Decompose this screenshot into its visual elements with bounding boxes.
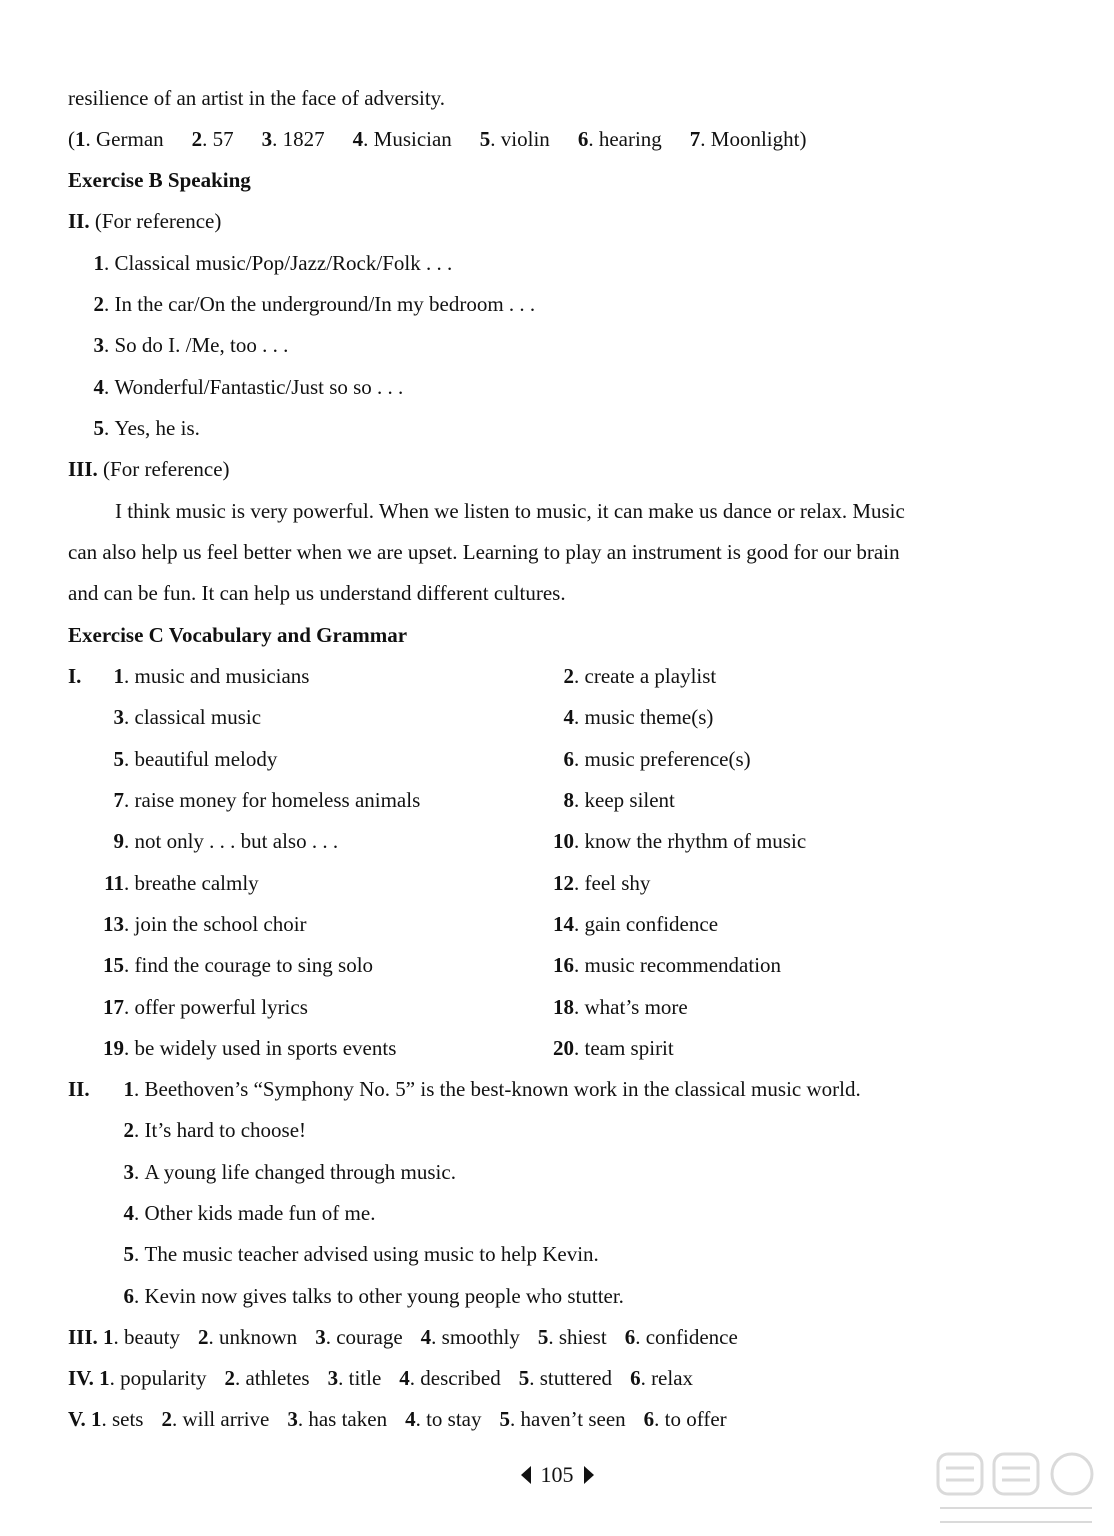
- list-item: 15. find the courage to sing solo: [103, 953, 374, 977]
- list-item: 11. breathe calmly: [104, 871, 259, 895]
- list-item: 3. A young life changed through music.: [123, 1160, 456, 1184]
- list-item: 10. know the rhythm of music: [553, 829, 807, 853]
- list-item: 6. Kevin now gives talks to other young people who stutter.: [123, 1284, 624, 1308]
- list-item: 20. team spirit: [553, 1036, 674, 1060]
- section-iii-label: III. (For reference): [68, 457, 230, 481]
- list-item: 19. be widely used in sports events: [103, 1036, 397, 1060]
- section-i-label: I.: [68, 664, 82, 688]
- paragraph-line: I think music is very powerful. When we listen to music, it can make us dance or relax. Music: [115, 499, 905, 523]
- left-triangle-icon: [521, 1466, 531, 1484]
- list-item: 1. Classical music/Pop/Jazz/Rock/Folk . . .: [93, 251, 453, 275]
- list-item: 14. gain confidence: [553, 912, 719, 936]
- list-item: 8. keep silent: [563, 788, 675, 812]
- section-ii-label: II. (For reference): [68, 209, 222, 233]
- list-item: 3. classical music: [113, 705, 262, 729]
- right-triangle-icon: [584, 1466, 594, 1484]
- list-item: 4. Wonderful/Fantastic/Just so so . . .: [93, 375, 404, 399]
- watermark-logo-icon: [932, 1448, 1102, 1530]
- list-item: 4. music theme(s): [563, 705, 714, 729]
- list-item: 5. beautiful melody: [113, 747, 278, 771]
- list-item: 1. Beethoven’s “Symphony No. 5” is the best-known work in the classical music world.: [123, 1077, 861, 1101]
- list-item: 18. what’s more: [553, 995, 688, 1019]
- list-item: 16. music recommendation: [553, 953, 782, 977]
- list-item: 12. feel shy: [553, 871, 651, 895]
- list-item: 1. music and musicians: [113, 664, 310, 688]
- list-item: 5. Yes, he is.: [93, 416, 200, 440]
- list-item: 17. offer powerful lyrics: [103, 995, 308, 1019]
- section-ii-label: II.: [68, 1077, 90, 1101]
- page-number: 105: [540, 1462, 574, 1487]
- section-iii-answers: III. 1. beauty 2. unknown 3. courage 4. smoothly 5. shiest 6. confidence: [68, 1325, 738, 1349]
- section-v-answers: V. 1. sets 2. will arrive 3. has taken 4. to stay 5. haven’t seen 6. to offer: [68, 1407, 727, 1431]
- list-item: 2. create a playlist: [563, 664, 717, 688]
- paragraph-line: and can be fun. It can help us understand different cultures.: [68, 581, 566, 605]
- list-item: 9. not only . . . but also . . .: [113, 829, 339, 853]
- list-item: 13. join the school choir: [103, 912, 307, 936]
- text-line: resilience of an artist in the face of adversity.: [68, 86, 446, 110]
- section-iv-answers: IV. 1. popularity 2. athletes 3. title 4. described 5. stuttered 6. relax: [68, 1366, 694, 1390]
- list-item: 5. The music teacher advised using music to help Kevin.: [123, 1242, 599, 1266]
- paragraph-line: can also help us feel better when we are upset. Learning to play an instrument is good for our brain: [68, 540, 900, 564]
- list-item: 6. music preference(s): [563, 747, 751, 771]
- list-item: 2. In the car/On the underground/In my bedroom . . .: [93, 292, 536, 316]
- exercise-b-heading: Exercise B Speaking: [68, 168, 251, 192]
- answer-line: (1. German 2. 57 3. 1827 4. Musician 5. violin 6. hearing 7. Moonlight): [68, 127, 807, 151]
- list-item: 3. So do I. /Me, too . . .: [93, 333, 289, 357]
- list-item: 7. raise money for homeless animals: [113, 788, 421, 812]
- exercise-c-heading: Exercise C Vocabulary and Grammar: [68, 623, 408, 647]
- list-item: 2. It’s hard to choose!: [123, 1118, 307, 1142]
- list-item: 4. Other kids made fun of me.: [123, 1201, 376, 1225]
